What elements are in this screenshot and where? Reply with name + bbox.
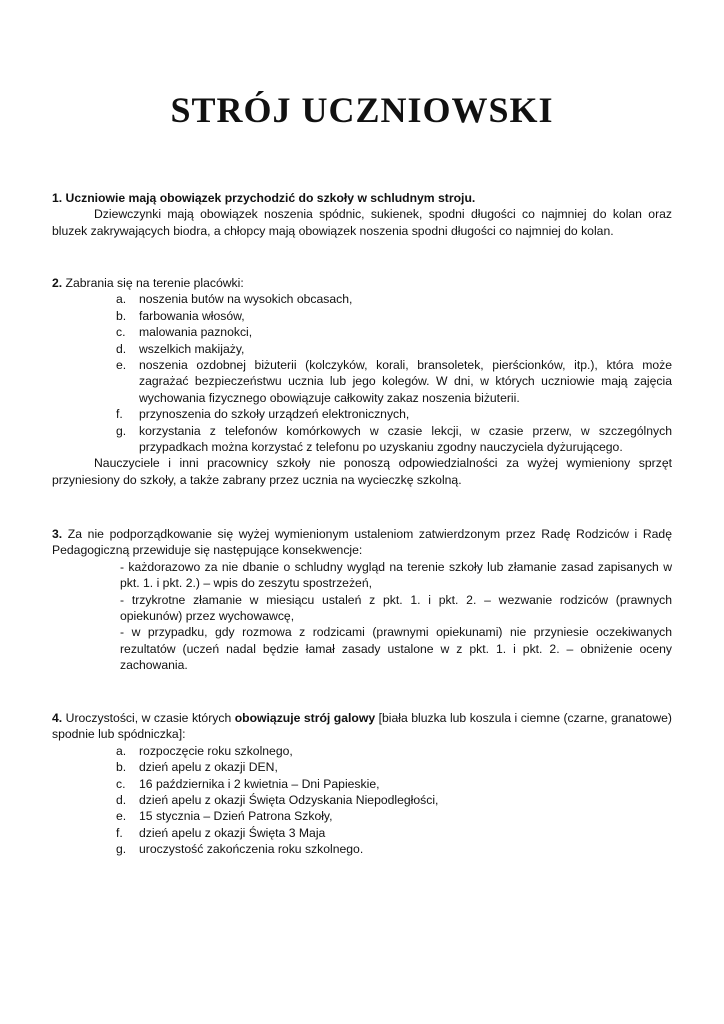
list-item-letter: e. (116, 809, 127, 824)
section-3 (52, 526, 672, 674)
list-item (52, 776, 672, 792)
list-item (52, 841, 672, 857)
list-item-letter: a. (116, 292, 127, 307)
list-item (52, 759, 672, 775)
list-item (52, 423, 672, 456)
section-4 (52, 710, 672, 858)
list-item (52, 743, 672, 759)
section-2 (52, 275, 672, 488)
list-item-text: przynoszenia do szkoły urządzeń elektronicznych, (139, 407, 410, 422)
list-item-letter: c. (116, 776, 126, 791)
section-1-text: Dziewczynki mają obowiązek noszenia spódnic, sukienek, spodni długości co najmniej do kolan oraz bluzek zakrywających biodra, a chłopcy mają obowiązek noszenia spodni długości co najmniej do kolan. (52, 207, 672, 238)
section-1 (52, 190, 672, 239)
list-item-text: rozpoczęcie roku szkolnego, (139, 743, 293, 758)
section-1-heading-text: . Uczniowie mają obowiązek przychodzić do szkoły w schludnym stroju. (58, 191, 476, 205)
list-item (52, 357, 672, 406)
list-item-text: dzień apelu z okazji Święta Odzyskania Niepodległości, (139, 793, 439, 808)
consequence-item: - trzykrotne złamanie w miesiącu ustaleń z pkt. 1. i pkt. 2. – wezwanie rodziców (prawnych opiekunów) przez wychowawcę, (120, 592, 672, 624)
section-3-intro (52, 526, 672, 559)
section-2-intro-text: Zabrania się na terenie placówki: (62, 276, 244, 290)
section-3-number: 3. (52, 527, 63, 541)
list-item-text: wszelkich makijaży, (139, 341, 245, 356)
list-item-text: korzystania z telefonów komórkowych w czasie lekcji, w czasie przerw, w szczególnych przypadkach można korzystać z telefonu po uzyskaniu zgodny nauczyciela dyżurującego. (139, 423, 672, 455)
section-1-heading (52, 190, 672, 206)
list-item-text: 16 października i 2 kwietnia – Dni Papieskie, (139, 776, 380, 791)
list-item (52, 291, 672, 307)
list-item-text: dzień apelu z okazji Święta 3 Maja (139, 825, 326, 840)
list-item-letter: d. (116, 341, 127, 356)
list-item (52, 825, 672, 841)
page-title: STRÓJ UCZNIOWSKI (170, 90, 554, 130)
list-item-letter: d. (116, 793, 127, 808)
section-4-list (52, 743, 672, 858)
list-item (52, 808, 672, 824)
list-item-text: noszenia ozdobnej biżuterii (kolczyków, korali, bransoletek, pierścionków, itp.), która może zagrażać bezpieczeństwu ucznia lub jego kolegów. W dni, w których uczniowie mają zajęcia wychowania fizycznego obowiązuje całkowity zakaz noszenia biżuterii. (139, 358, 672, 405)
list-item-letter: g. (116, 423, 127, 438)
list-item-text: farbowania włosów, (139, 308, 245, 323)
section-4-number: 4. (52, 711, 63, 725)
list-item-letter: f. (116, 825, 123, 840)
list-item-letter: b. (116, 308, 127, 323)
list-item-letter: f. (116, 407, 123, 422)
section-4-intro-text-a: Uroczystości, w czasie których (62, 711, 235, 725)
section-1-number: 1 (52, 191, 59, 205)
list-item-text: noszenia butów na wysokich obcasach, (139, 292, 353, 307)
list-item (52, 324, 672, 340)
section-2-note: Nauczyciele i inni pracownicy szkoły nie ponoszą odpowiedzialności za wyżej wymieniony sprzęt przyniesiony do szkoły, a także zabrany przez ucznia na wycieczkę szkolną. (52, 456, 672, 487)
list-item-text: uroczystość zakończenia roku szkolnego. (139, 842, 364, 857)
list-item-text: dzień apelu z okazji DEN, (139, 760, 278, 775)
list-item (52, 406, 672, 422)
list-item-letter: b. (116, 760, 127, 775)
section-4-intro (52, 710, 672, 743)
section-2-intro (52, 275, 672, 291)
consequences-list (52, 559, 672, 674)
list-item-letter: g. (116, 842, 127, 857)
list-item-text: 15 stycznia – Dzień Patrona Szkoły, (139, 809, 333, 824)
section-4-intro-text-b: [biała bluzka lub koszula i ciemne (czarne, granatowe) spodnie lub spódniczka]: (52, 711, 672, 742)
consequence-item: - każdorazowo za nie dbanie o schludny wygląd na terenie szkoły lub złamanie zasad zapisanych w pkt. 1. i pkt. 2.) – wpis do zeszytu spostrzeżeń, (120, 559, 672, 591)
consequence-item: - w przypadku, gdy rozmowa z rodzicami (prawnymi opiekunami) nie przyniesie oczekiwanych rezultatów (uczeń nadal będzie łamał zasady ustalone w z pkt. 1. i pkt. 2. – obniżenie oceny zachowania. (120, 625, 672, 673)
list-item (52, 341, 672, 357)
section-3-intro-text: Za nie podporządkowanie się wyżej wymienionym ustaleniom zatwierdzonym przez Radę Rodziców i Radę Pedagogiczną przewiduje się następujące konsekwencje: (52, 527, 672, 558)
section-2-number: 2. (52, 276, 63, 290)
section-4-intro-bold: obowiązuje strój galowy (234, 711, 376, 725)
list-item-text: malowania paznokci, (139, 325, 253, 340)
list-item-letter: e. (116, 358, 127, 373)
section-2-list (52, 291, 672, 455)
list-item (52, 308, 672, 324)
list-item-letter: c. (116, 325, 126, 340)
list-item-letter: a. (116, 743, 127, 758)
list-item (52, 792, 672, 808)
